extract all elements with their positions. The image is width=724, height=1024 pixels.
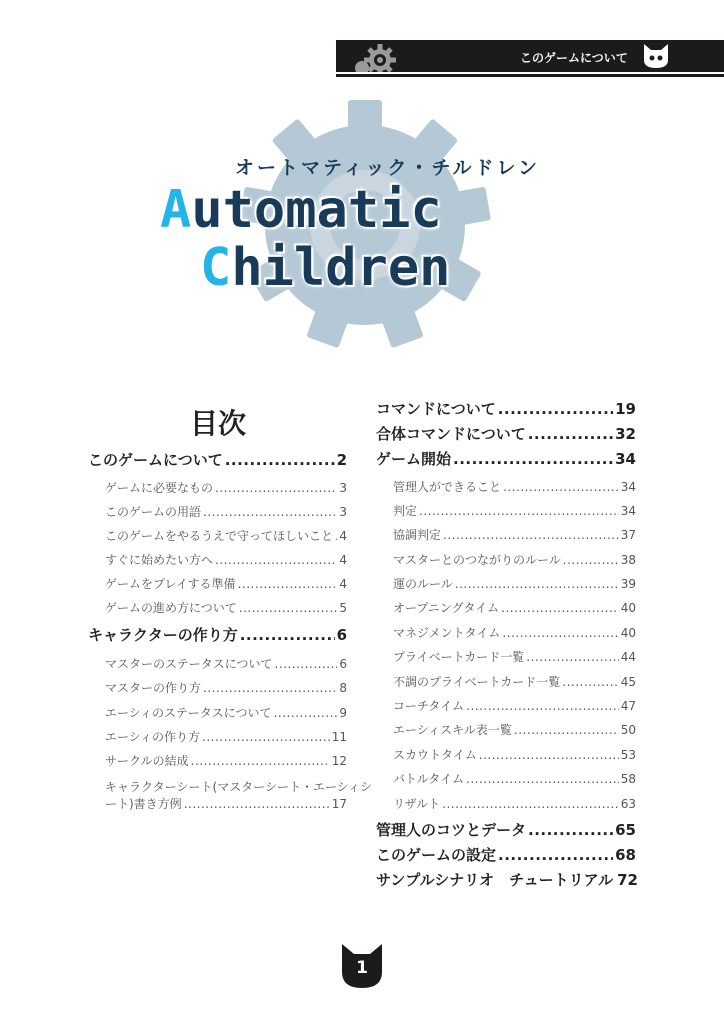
dot-leader [419, 504, 619, 519]
section-title: このゲームについて [520, 51, 628, 65]
toc-entry[interactable] [376, 846, 636, 864]
toc-entry-page: 58 [620, 772, 636, 786]
toc-entry[interactable] [376, 425, 636, 443]
dot-leader [225, 451, 335, 469]
dot-leader [202, 730, 330, 745]
toc-entry[interactable] [105, 730, 347, 745]
dot-leader [563, 553, 619, 568]
toc-entry-page: 44 [620, 650, 636, 664]
dot-leader [191, 754, 330, 769]
toc-entry-page: 8 [339, 681, 347, 695]
toc-entry-page: 34 [620, 504, 636, 518]
dot-leader [240, 626, 335, 644]
toc-entry[interactable] [105, 577, 347, 592]
toc-entry[interactable] [393, 626, 636, 641]
toc-entry[interactable] [393, 748, 636, 763]
toc-entry-label: オープニングタイム [393, 601, 500, 615]
toc-entry[interactable] [105, 657, 347, 672]
toc-entry[interactable] [105, 529, 347, 544]
dot-leader [238, 577, 338, 592]
toc-entry-label: 管理人ができること [393, 480, 502, 494]
toc-entry-page: 68 [615, 846, 636, 864]
toc-entry-page: 5 [339, 601, 347, 615]
toc-entry-page: 12 [331, 754, 347, 768]
dot-leader [528, 425, 613, 443]
toc-entry-page: 47 [620, 699, 636, 713]
toc-entry-page: 11 [331, 730, 347, 744]
toc-entry[interactable] [376, 400, 636, 418]
toc-entry-label: キャラクターの作り方 [88, 626, 238, 644]
dot-leader [443, 528, 619, 543]
toc-entry[interactable] [105, 481, 347, 496]
toc-title: 目次 [190, 407, 247, 440]
dot-leader [498, 846, 613, 864]
toc-entry-label: ート)書き方例 [105, 797, 182, 811]
dot-leader [479, 748, 619, 763]
dot-leader [466, 772, 619, 787]
toc-entry[interactable] [105, 505, 347, 520]
dot-leader [453, 450, 613, 468]
toc-entry-label: 協調判定 [393, 528, 442, 542]
toc-entry-label: 判定 [393, 504, 418, 518]
dot-leader [203, 681, 337, 696]
dot-leader [502, 626, 618, 641]
toc-entry-label: エーシィのステータスについて [105, 706, 272, 720]
toc-entry-label: スカウトタイム [393, 748, 477, 762]
toc-entry-label: エーシィの作り方 [105, 730, 201, 744]
toc-entry[interactable] [376, 871, 636, 889]
toc-entry-page: 39 [620, 577, 636, 591]
toc-entry-page: 40 [620, 626, 636, 640]
header-underline [336, 74, 724, 77]
toc-entry-label: このゲームの設定 [376, 846, 497, 864]
toc-entry-page: 17 [331, 797, 347, 811]
dot-leader [274, 706, 338, 721]
toc-entry[interactable] [393, 650, 636, 665]
dot-leader [526, 650, 618, 665]
toc-entry-label: このゲームの用語 [105, 505, 202, 519]
toc-entry-label: ゲームに必要なもの [105, 481, 214, 495]
toc-entry-label: すぐに始めたい方へ [105, 553, 214, 567]
toc-entry[interactable] [105, 797, 347, 812]
toc-entry-label: マスターのステータスについて [105, 657, 273, 671]
toc-entry-page: 9 [339, 706, 347, 720]
toc-entry-label: コーチタイム [393, 699, 465, 713]
toc-entry-label: マスターの作り方 [105, 681, 202, 695]
toc-entry-page: 32 [615, 425, 636, 443]
page-number-badge [340, 944, 384, 992]
toc-entry[interactable] [105, 601, 347, 616]
toc-entry-page: 34 [620, 480, 636, 494]
dot-leader [335, 529, 337, 544]
dot-leader [455, 577, 619, 592]
dot-leader [442, 797, 619, 812]
toc-entry[interactable] [105, 681, 347, 696]
dot-leader [203, 505, 337, 520]
toc-entry[interactable] [393, 553, 636, 568]
toc-entry-label: このゲームについて [88, 451, 223, 469]
toc-entry-page: 38 [620, 553, 636, 567]
dot-leader [503, 480, 619, 495]
toc-entry[interactable] [88, 451, 347, 469]
toc-entry-label: 管理人のコツとデータ [376, 821, 527, 839]
game-logo [140, 90, 590, 350]
dot-leader [215, 481, 337, 496]
toc-entry-page: 63 [620, 797, 636, 811]
toc-entry-page: 2 [336, 451, 347, 469]
toc-entry-label: サンプルシナリオ チュートリアル [376, 871, 614, 889]
toc-entry-label: プライベートカード一覧 [393, 650, 525, 664]
toc-entry-page: 4 [339, 553, 347, 567]
toc-entry-label: ゲームをプレイする準備 [105, 577, 236, 591]
toc-entry-label: ゲーム開始 [376, 450, 452, 468]
toc-entry-page: 19 [615, 400, 636, 418]
toc-entry-label: エーシィスキル表一覧 [393, 723, 512, 737]
toc-entry[interactable] [393, 675, 636, 690]
toc-entry-page: 53 [620, 748, 636, 762]
toc-entry-label: マスターとのつながりのルール [393, 553, 561, 567]
page-number: 1 [356, 958, 368, 978]
toc-entry-label: このゲームをやるうえで守ってほしいこと [105, 529, 334, 543]
toc-entry[interactable] [393, 480, 636, 495]
toc-entry-label: マネジメントタイム [393, 626, 501, 640]
toc-entry[interactable] [393, 797, 636, 812]
gear-icon [350, 40, 402, 72]
toc-entry-page: 50 [620, 723, 636, 737]
dot-leader [514, 723, 619, 738]
toc-entry[interactable] [393, 504, 636, 519]
toc-entry-label: バトルタイム [393, 772, 465, 786]
toc-entry[interactable] [393, 528, 636, 543]
toc-entry[interactable] [393, 772, 636, 787]
toc-entry-label: ゲームの進め方について [105, 601, 237, 615]
toc-entry-page: 72 [617, 871, 638, 889]
toc-entry[interactable] [105, 754, 347, 769]
toc-entry-page: 6 [339, 657, 347, 671]
toc-entry[interactable] [393, 723, 636, 738]
dot-leader [501, 601, 619, 616]
toc-entry[interactable] [105, 706, 347, 721]
dot-leader [528, 821, 613, 839]
toc-entry-page: 3 [339, 505, 347, 519]
toc-entry-page: 3 [339, 481, 347, 495]
toc-entry-label: 運のルール [393, 577, 453, 591]
logo-word-children: Children [200, 238, 451, 298]
toc-entry-page: 34 [615, 450, 636, 468]
toc-entry-page: 6 [336, 626, 347, 644]
logo-word-automatic: Automatic [160, 180, 442, 240]
toc-entry-label-line1: キャラクターシート(マスターシート・エーシィシ [105, 780, 373, 794]
toc-entry[interactable] [393, 699, 636, 714]
toc-entry-page: 45 [620, 675, 636, 689]
toc-entry-label: コマンドについて [376, 400, 496, 418]
dot-leader [466, 699, 619, 714]
dot-leader [239, 601, 338, 616]
cat-head-icon [642, 44, 670, 68]
toc-entry-page: 37 [620, 528, 636, 542]
dot-leader [498, 400, 613, 418]
toc-entry[interactable] [393, 577, 636, 592]
dot-leader [184, 797, 330, 812]
toc-entry-page: 4 [339, 577, 347, 591]
dot-leader [275, 657, 338, 672]
toc-entry-label: 不調のプライベートカード一覧 [393, 675, 561, 689]
toc-entry-label: サークルの結成 [105, 754, 189, 768]
toc-entry-label: 合体コマンドについて [376, 425, 526, 443]
section-header-bar [336, 40, 724, 72]
toc-entry-page: 65 [615, 821, 636, 839]
toc-entry-label: リザルト [393, 797, 441, 811]
toc-entry-page: 4 [339, 529, 347, 543]
dot-leader [562, 675, 618, 690]
toc-entry[interactable] [393, 601, 636, 616]
toc-entry[interactable] [88, 626, 347, 644]
logo-kana: オートマティック・チルドレン [235, 157, 541, 179]
toc-entry-page: 40 [620, 601, 636, 615]
toc-entry[interactable] [376, 821, 636, 839]
dot-leader [215, 553, 337, 568]
toc-entry[interactable] [105, 553, 347, 568]
toc-entry[interactable] [376, 450, 636, 468]
